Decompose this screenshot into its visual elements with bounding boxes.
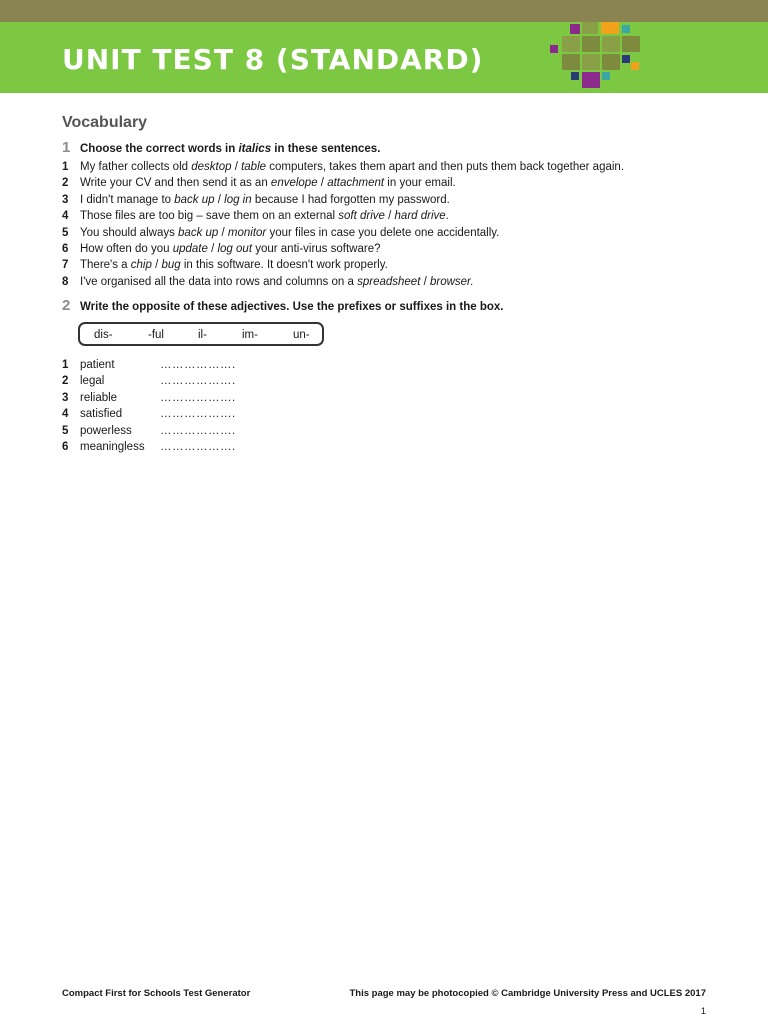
affix-word: dis- [94,329,113,341]
sentence-text [80,192,450,208]
page-title: UNIT TEST 8 (STANDARD) [62,43,484,76]
sentence-text [80,241,380,257]
word-option[interactable]: spreadsheet [357,275,421,288]
exercise-number: 2 [62,297,71,314]
item-number: 4 [62,210,69,223]
mosaic-tile [562,36,580,52]
word-option[interactable]: attachment [327,177,385,190]
sentence-item [62,175,722,191]
adjective-word: legal [80,375,105,388]
adjective-item [62,357,236,373]
sentence-text [80,274,474,290]
sentence-part: Those files are too big – save them on an external [80,210,339,223]
footer-copyright: This page may be photocopied © Cambridge University Press and UCLES 2017 [349,988,706,999]
item-number: 7 [62,259,69,272]
item-number: 8 [62,275,69,288]
exercise-2 [62,297,722,315]
option-separator: / [151,259,162,272]
mosaic-tile [562,54,580,70]
exercise-instruction: Write the opposite of these adjectives. Use the prefixes or suffixes in the box. [80,301,504,313]
exercise-number: 1 [62,139,71,156]
affix-word: im- [242,329,258,341]
item-number: 1 [62,359,69,371]
item-number: 6 [62,242,69,255]
word-option[interactable]: table [241,161,267,173]
mosaic-tile [622,36,640,52]
adjective-word: patient [80,359,115,371]
item-number: 5 [62,226,69,239]
instruction-text: in these sentences. [271,143,381,155]
sentence-part: I've organised all the data into rows and columns on a [80,275,358,288]
option-separator: / [231,161,242,173]
item-number: 5 [62,424,69,437]
word-option[interactable]: envelope [270,177,318,190]
header-strip [0,0,768,22]
word-option[interactable]: desktop [191,161,232,173]
item-number: 4 [62,408,69,421]
sentence-item [62,274,722,290]
word-option[interactable]: bug [161,259,181,272]
sentence-item [62,192,722,208]
sentence-item [62,225,722,241]
sentence-text [80,159,624,175]
word-option[interactable]: back up [174,193,215,206]
option-separator: / [218,226,228,239]
sentence-text [80,257,388,273]
mosaic-tile [582,22,598,34]
word-option[interactable]: log out [217,242,253,255]
adjective-word: reliable [80,391,118,404]
option-separator: / [317,177,328,190]
answer-blank[interactable]: ………………. [160,391,236,404]
mosaic-tile [602,72,610,80]
mosaic-tile [571,72,579,80]
adjective-item [62,423,236,439]
sentence-part: I didn't manage to [80,193,175,206]
decorative-mosaic-logo [548,22,640,90]
section-heading: Vocabulary [62,114,148,131]
mosaic-tile [631,62,639,70]
word-option[interactable]: log in [224,193,252,206]
mosaic-tile [602,36,620,52]
page-number: 1 [700,1006,706,1017]
sentence-part: your anti-virus software? [252,242,381,255]
adjective-word: satisfied [80,408,123,421]
option-separator: / [214,193,225,206]
sentence-part: How often do you [80,242,173,255]
exercise-1-heading [62,139,722,157]
word-option[interactable]: hard drive [394,210,446,223]
item-number: 3 [62,391,69,404]
prefix-suffix-box [78,322,324,346]
sentence-item [62,208,722,224]
mosaic-tile [601,22,619,34]
exercise-instruction [80,143,380,155]
sentence-text [80,175,456,191]
answer-blank[interactable]: ………………. [160,375,236,388]
exercise-2-heading [62,297,722,315]
sentence-part: . [445,210,449,223]
sentence-part: You should always [80,226,179,239]
sentence-text [80,225,499,241]
sentence-item [62,159,722,175]
adjective-word: powerless [80,424,132,437]
answer-blank[interactable]: ………………. [160,424,236,437]
option-separator: / [384,210,395,223]
item-number: 2 [62,177,69,190]
item-number: 6 [62,440,69,453]
word-option[interactable]: back up [178,226,219,239]
mosaic-tile [582,36,600,52]
option-separator: / [207,242,218,255]
item-number: 1 [62,161,69,173]
sentence-part: Write your CV and then send it as an [80,177,271,190]
instruction-emphasis: italics [238,143,272,155]
sentence-item [62,241,722,257]
sentence-part: in your email. [384,177,456,190]
adjective-word: meaningless [80,440,145,453]
answer-blank[interactable]: ………………. [160,359,236,371]
word-option[interactable]: chip [130,259,152,272]
affix-word: -ful [148,329,164,341]
mosaic-tile [622,25,630,33]
affix-word: il- [198,329,207,341]
word-option[interactable]: monitor [227,226,267,239]
option-separator: / [420,275,430,288]
mosaic-tile [582,54,600,70]
mosaic-tile [622,55,630,63]
mosaic-tile [602,54,620,70]
mosaic-tile [550,45,558,53]
sentence-part: because I had forgotten my password. [251,193,450,206]
sentence-item [62,257,722,273]
instruction-text: Choose the correct words in [80,143,239,155]
adjective-item [62,406,236,422]
adjective-list [62,357,236,455]
item-number: 2 [62,375,69,388]
adjective-item [62,373,236,389]
word-option[interactable]: browser. [429,275,474,288]
sentence-part: in this software. It doesn't work properly. [180,259,388,272]
word-option[interactable]: soft drive [338,210,385,223]
footer-source: Compact First for Schools Test Generator [62,988,251,999]
affix-word: un- [293,329,310,341]
sentence-text [80,208,449,224]
mosaic-tile [582,72,600,88]
word-option[interactable]: update [172,242,208,255]
sentence-part: There's a [80,259,131,272]
exercise-1 [62,139,722,290]
adjective-item [62,439,236,455]
item-number: 3 [62,193,69,206]
answer-blank[interactable]: ………………. [160,408,236,421]
sentence-list [62,159,722,290]
sentence-part: your files in case you delete one accidentally. [266,226,500,239]
mosaic-tile [570,24,580,34]
sentence-part: My father collects old [80,161,192,173]
sentence-part: computers, takes them apart and then puts them back together again. [266,161,625,173]
answer-blank[interactable]: ………………. [160,440,236,453]
adjective-item [62,390,236,406]
